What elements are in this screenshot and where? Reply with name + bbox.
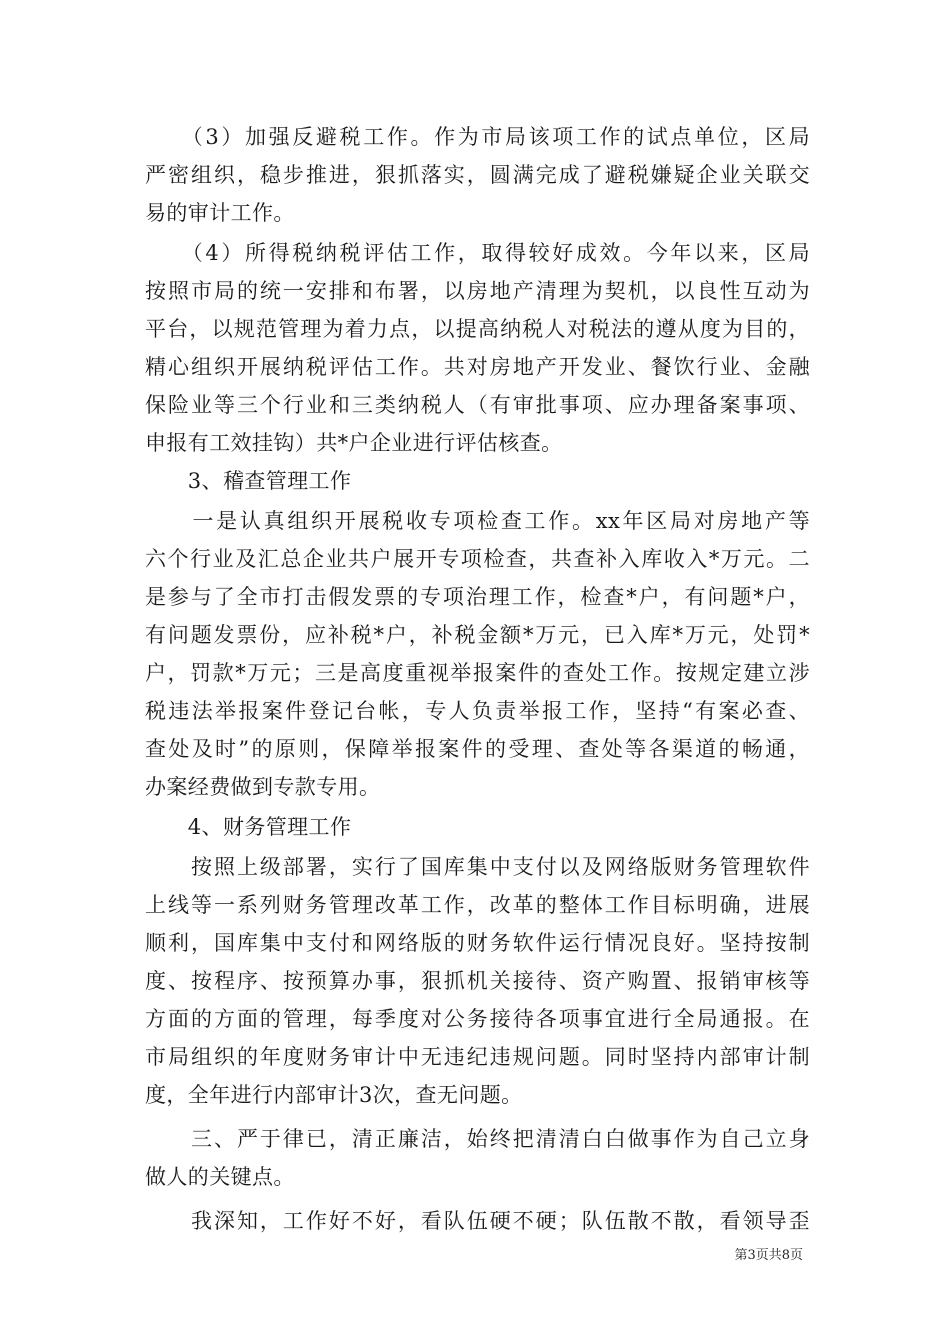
text-line: 易的审计工作。 xyxy=(145,201,295,225)
section-heading-audit-management xyxy=(145,462,810,500)
text-line: 一是认真组织开展税收专项检查工作。xx年区局对房地产等 xyxy=(145,509,810,533)
text-line: （4）所得税纳税评估工作，取得较好成效。今年以来，区局 xyxy=(145,241,810,265)
text-line: 保险业等三个行业和三类纳税人（有审批事项、应办理备案事项、 xyxy=(145,393,810,417)
text-line: 是参与了全市打击假发票的专项治理工作，检查*户，有问题*户， xyxy=(145,585,810,609)
text-line: 方面的方面的管理，每季度对公务接待各项事宜进行全局通报。在 xyxy=(145,1007,810,1031)
text-line: 申报有工效挂钩）共*户企业进行评估核查。 xyxy=(145,431,563,455)
document-body xyxy=(145,118,810,1240)
text-line: 度，全年进行内部审计3次，查无问题。 xyxy=(145,1083,523,1107)
text-line: 查处及时”的原则，保障举报案件的受理、查处等各渠道的畅通， xyxy=(145,737,810,761)
text-line: 我深知，工作好不好，看队伍硬不硬；队伍散不散，看领导歪 xyxy=(145,1209,810,1233)
text-line: 按照市局的统一安排和布署，以房地产清理为契机，以良性互动为 xyxy=(145,279,810,303)
paragraph-income-tax-assessment xyxy=(145,234,810,462)
paragraph-special-inspection xyxy=(145,502,810,806)
heading-line: 3、稽查管理工作 xyxy=(145,469,352,493)
text-line: 三、严于律已，清正廉洁，始终把清清白白做事作为自己立身 xyxy=(145,1127,810,1151)
text-line: 户，罚款*万元；三是高度重视举报案件的查处工作。按规定建立涉 xyxy=(145,661,810,685)
text-line: 严密组织，稳步推进，狠抓落实，圆满完成了避税嫌疑企业关联交 xyxy=(145,163,810,187)
text-line: 度、按程序、按预算办事，狠抓机关接待、资产购置、报销审核等 xyxy=(145,969,810,993)
text-line: 顺利，国库集中支付和网络版的财务软件运行情况良好。坚持按制 xyxy=(145,931,810,955)
section-heading-finance-management xyxy=(145,808,810,846)
text-line: 办案经费做到专款专用。 xyxy=(145,775,381,799)
paragraph-team-leadership xyxy=(145,1202,810,1240)
page-number-footer: 第3页共8页 xyxy=(734,1248,803,1263)
text-line: 做人的关键点。 xyxy=(145,1165,295,1189)
paragraph-finance-reform xyxy=(145,848,810,1114)
heading-line: 4、财务管理工作 xyxy=(145,815,352,839)
text-line: 市局组织的年度财务审计中无违纪违规问题。同时坚持内部审计制 xyxy=(145,1045,810,1069)
text-line: 平台，以规范管理为着力点，以提高纳税人对税法的遵从度为目的， xyxy=(145,317,810,341)
text-line: （3）加强反避税工作。作为市局该项工作的试点单位，区局 xyxy=(145,125,810,149)
text-line: 税违法举报案件登记台帐，专人负责举报工作，坚持“有案必查、 xyxy=(145,699,810,723)
paragraph-anti-tax-avoidance xyxy=(145,118,810,232)
paragraph-self-discipline xyxy=(145,1120,810,1196)
text-line: 六个行业及汇总企业共户展开专项检查，共查补入库收入*万元。二 xyxy=(145,547,810,571)
text-line: 有问题发票份，应补税*户，补税金额*万元，已入库*万元，处罚* xyxy=(145,623,810,647)
text-line: 精心组织开展纳税评估工作。共对房地产开发业、餐饮行业、金融 xyxy=(145,355,810,379)
text-line: 按照上级部署，实行了国库集中支付以及网络版财务管理软件 xyxy=(145,855,810,879)
text-line: 上线等一系列财务管理改革工作，改革的整体工作目标明确，进展 xyxy=(145,893,810,917)
